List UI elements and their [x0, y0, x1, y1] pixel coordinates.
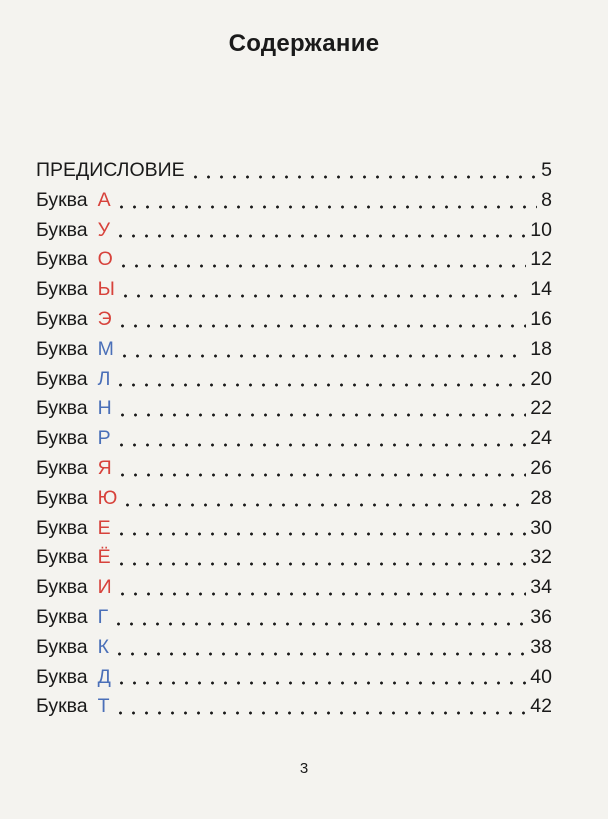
dot-leader — [121, 503, 526, 507]
dot-leader — [113, 652, 526, 656]
toc-entry-label: Буква — [36, 307, 88, 330]
toc-entry-label: Буква — [36, 576, 88, 599]
toc-entry-letter: Д — [97, 665, 111, 688]
dot-leader — [115, 443, 527, 447]
toc-entry — [36, 365, 552, 395]
toc-entry-letter: Ё — [97, 546, 111, 569]
toc-entry — [36, 424, 552, 454]
toc-entry-letter: И — [97, 576, 112, 599]
toc-entry — [36, 603, 552, 633]
toc-entry-page: 8 — [541, 188, 552, 211]
toc-entry-label: Буква — [36, 546, 88, 569]
dot-leader — [115, 562, 527, 566]
toc-entry-page: 38 — [530, 635, 552, 658]
toc-entry — [36, 186, 552, 216]
toc-entry — [36, 305, 552, 335]
toc-entry-page: 40 — [530, 665, 552, 688]
dot-leader — [116, 324, 527, 328]
toc-entry — [36, 514, 552, 544]
toc-entry-label: Буква — [36, 665, 88, 688]
dot-leader — [116, 592, 527, 596]
toc-entry-letter: Н — [97, 397, 112, 420]
toc-entry-page: 18 — [530, 337, 552, 360]
toc-entry-letter: Э — [97, 307, 112, 330]
toc-entry-label: Буква — [36, 456, 88, 479]
dot-leader — [116, 473, 527, 477]
toc-entry-label: Буква — [36, 605, 88, 628]
dot-leader — [118, 354, 526, 358]
toc-entry-page: 34 — [530, 576, 552, 599]
toc-entry — [36, 156, 552, 186]
toc-entry-label: Буква — [36, 337, 88, 360]
toc-entry-page: 32 — [530, 546, 552, 569]
toc-entry — [36, 394, 552, 424]
toc-entry-page: 36 — [530, 605, 552, 628]
toc-entry-page: 16 — [530, 307, 552, 330]
toc-entry-label: Буква — [36, 188, 88, 211]
toc-entry-label: Буква — [36, 218, 88, 241]
toc-entry — [36, 454, 552, 484]
toc-entry-page: 14 — [530, 278, 552, 301]
page-number: 3 — [299, 760, 309, 777]
toc-entry-page: 20 — [530, 367, 552, 390]
dot-leader — [119, 294, 526, 298]
toc-entry — [36, 484, 552, 514]
toc-entry-page: 26 — [530, 456, 552, 479]
toc-entry-letter: Е — [97, 516, 111, 539]
toc-entry — [36, 335, 552, 365]
toc-entry-letter: К — [97, 635, 109, 658]
toc-entry — [36, 216, 552, 246]
toc-entry-label: Буква — [36, 278, 88, 301]
toc-entry-page: 24 — [530, 427, 552, 450]
toc-entry-letter: А — [97, 188, 111, 211]
toc-entry-label: ПРЕДИСЛОВИЕ — [36, 159, 185, 181]
toc-entry-letter: Ы — [97, 278, 115, 301]
toc-entry-letter: Л — [97, 367, 111, 390]
toc-entry-label: Буква — [36, 427, 88, 450]
toc-entry-label: Буква — [36, 695, 88, 718]
dot-leader — [112, 622, 526, 626]
toc-entry-letter: М — [97, 337, 114, 360]
toc-entry-page: 22 — [530, 397, 552, 420]
dot-leader — [117, 264, 526, 268]
toc-entry-label: Буква — [36, 397, 88, 420]
toc-entry-letter: У — [97, 218, 111, 241]
toc-entry-page: 28 — [530, 486, 552, 509]
dot-leader — [116, 413, 527, 417]
toc-entry-page: 12 — [530, 248, 552, 271]
toc-entry-page: 42 — [530, 695, 552, 718]
dot-leader — [114, 234, 526, 238]
dot-leader — [115, 205, 537, 209]
toc-entry — [36, 633, 552, 663]
dot-leader — [114, 383, 526, 387]
toc-entry-page: 30 — [530, 516, 552, 539]
toc-entry — [36, 543, 552, 573]
toc-entry — [36, 275, 552, 305]
dot-leader — [114, 711, 527, 715]
toc-entry-page: 10 — [530, 218, 552, 241]
table-of-contents — [36, 156, 552, 722]
toc-entry-label: Буква — [36, 635, 88, 658]
toc-entry-page: 5 — [541, 159, 552, 181]
toc-entry-label: Буква — [36, 367, 88, 390]
toc-entry-letter: Ю — [97, 486, 118, 509]
toc-entry — [36, 245, 552, 275]
toc-entry — [36, 663, 552, 693]
dot-leader — [189, 175, 537, 179]
toc-entry-label: Буква — [36, 516, 88, 539]
toc-entry-letter: Р — [97, 427, 111, 450]
toc-entry — [36, 692, 552, 722]
toc-entry-letter: О — [97, 248, 113, 271]
toc-entry-label: Буква — [36, 486, 88, 509]
toc-entry-letter: Я — [97, 456, 112, 479]
toc-entry — [36, 573, 552, 603]
dot-leader — [115, 681, 526, 685]
toc-entry-label: Буква — [36, 248, 88, 271]
page-title: Содержание — [228, 30, 380, 57]
dot-leader — [115, 532, 527, 536]
toc-entry-letter: Т — [97, 695, 110, 718]
toc-entry-letter: Г — [97, 605, 109, 628]
